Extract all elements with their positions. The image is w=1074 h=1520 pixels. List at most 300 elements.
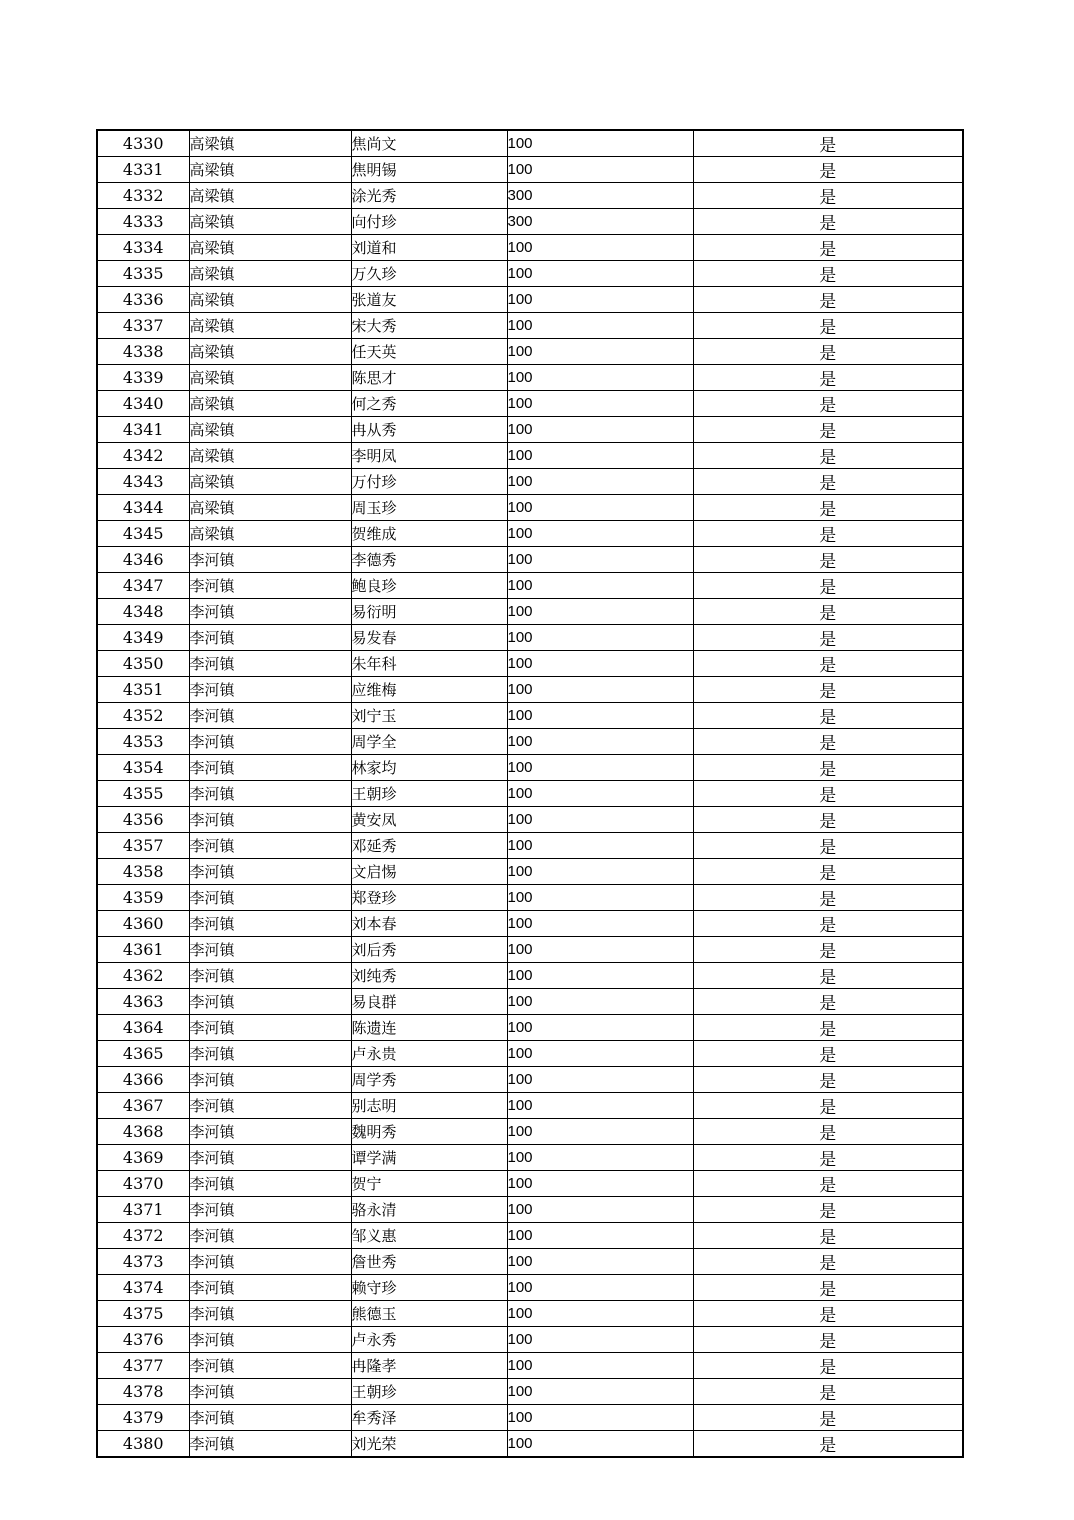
table-row — [97, 130, 963, 157]
serial-number-cell: 4379 — [97, 1405, 189, 1431]
town-cell: 李河镇 — [189, 1431, 351, 1458]
amount-cell: 100 — [507, 287, 693, 313]
serial-number-cell: 4360 — [97, 911, 189, 937]
person-name-cell: 林家均 — [351, 755, 507, 781]
serial-number-cell: 4350 — [97, 651, 189, 677]
serial-number-cell: 4332 — [97, 183, 189, 209]
status-cell: 是 — [693, 1041, 963, 1067]
town-cell: 李河镇 — [189, 755, 351, 781]
serial-number-cell: 4366 — [97, 1067, 189, 1093]
serial-number-cell: 4345 — [97, 521, 189, 547]
person-name-cell: 别志明 — [351, 1093, 507, 1119]
table-row — [97, 521, 963, 547]
status-cell: 是 — [693, 1405, 963, 1431]
town-cell: 高梁镇 — [189, 313, 351, 339]
table-row — [97, 443, 963, 469]
person-name-cell: 刘后秀 — [351, 937, 507, 963]
amount-cell: 100 — [507, 573, 693, 599]
person-name-cell: 谭学满 — [351, 1145, 507, 1171]
table-row — [97, 937, 963, 963]
person-name-cell: 李明凤 — [351, 443, 507, 469]
person-name-cell: 万付珍 — [351, 469, 507, 495]
person-name-cell: 周玉珍 — [351, 495, 507, 521]
amount-cell: 100 — [507, 1249, 693, 1275]
town-cell: 高梁镇 — [189, 339, 351, 365]
status-cell: 是 — [693, 1197, 963, 1223]
serial-number-cell: 4369 — [97, 1145, 189, 1171]
table-row — [97, 1197, 963, 1223]
town-cell: 李河镇 — [189, 833, 351, 859]
amount-cell: 100 — [507, 1379, 693, 1405]
town-cell: 李河镇 — [189, 1249, 351, 1275]
status-cell: 是 — [693, 625, 963, 651]
status-cell: 是 — [693, 859, 963, 885]
serial-number-cell: 4362 — [97, 963, 189, 989]
status-cell: 是 — [693, 1119, 963, 1145]
amount-cell: 100 — [507, 1197, 693, 1223]
person-name-cell: 朱年科 — [351, 651, 507, 677]
person-name-cell: 刘纯秀 — [351, 963, 507, 989]
table-row — [97, 1353, 963, 1379]
person-name-cell: 卢永秀 — [351, 1327, 507, 1353]
town-cell: 李河镇 — [189, 1041, 351, 1067]
status-cell: 是 — [693, 1093, 963, 1119]
table-row — [97, 417, 963, 443]
amount-cell: 100 — [507, 365, 693, 391]
amount-cell: 100 — [507, 495, 693, 521]
table-row — [97, 573, 963, 599]
town-cell: 李河镇 — [189, 859, 351, 885]
person-name-cell: 焦尚文 — [351, 130, 507, 157]
serial-number-cell: 4337 — [97, 313, 189, 339]
table-row — [97, 911, 963, 937]
person-name-cell: 何之秀 — [351, 391, 507, 417]
serial-number-cell: 4372 — [97, 1223, 189, 1249]
serial-number-cell: 4361 — [97, 937, 189, 963]
town-cell: 高梁镇 — [189, 469, 351, 495]
status-cell: 是 — [693, 365, 963, 391]
amount-cell: 100 — [507, 599, 693, 625]
town-cell: 李河镇 — [189, 963, 351, 989]
amount-cell: 100 — [507, 443, 693, 469]
town-cell: 高梁镇 — [189, 365, 351, 391]
town-cell: 李河镇 — [189, 1223, 351, 1249]
table-row — [97, 1015, 963, 1041]
serial-number-cell: 4364 — [97, 1015, 189, 1041]
table-row — [97, 755, 963, 781]
person-name-cell: 刘道和 — [351, 235, 507, 261]
person-name-cell: 任天英 — [351, 339, 507, 365]
status-cell: 是 — [693, 287, 963, 313]
status-cell: 是 — [693, 339, 963, 365]
person-name-cell: 魏明秀 — [351, 1119, 507, 1145]
person-name-cell: 詹世秀 — [351, 1249, 507, 1275]
person-name-cell: 贺维成 — [351, 521, 507, 547]
person-name-cell: 周学秀 — [351, 1067, 507, 1093]
table-row — [97, 339, 963, 365]
person-name-cell: 牟秀泽 — [351, 1405, 507, 1431]
serial-number-cell: 4375 — [97, 1301, 189, 1327]
serial-number-cell: 4331 — [97, 157, 189, 183]
amount-cell: 100 — [507, 729, 693, 755]
person-name-cell: 鲍良珍 — [351, 573, 507, 599]
table-row — [97, 1405, 963, 1431]
town-cell: 高梁镇 — [189, 287, 351, 313]
serial-number-cell: 4365 — [97, 1041, 189, 1067]
person-name-cell: 黄安凤 — [351, 807, 507, 833]
status-cell: 是 — [693, 729, 963, 755]
serial-number-cell: 4356 — [97, 807, 189, 833]
amount-cell: 100 — [507, 1119, 693, 1145]
status-cell: 是 — [693, 443, 963, 469]
serial-number-cell: 4352 — [97, 703, 189, 729]
amount-cell: 100 — [507, 859, 693, 885]
table-row — [97, 365, 963, 391]
serial-number-cell: 4334 — [97, 235, 189, 261]
serial-number-cell: 4357 — [97, 833, 189, 859]
amount-cell: 100 — [507, 807, 693, 833]
table-row — [97, 1327, 963, 1353]
town-cell: 李河镇 — [189, 651, 351, 677]
table-row — [97, 1041, 963, 1067]
table-row — [97, 1431, 963, 1458]
status-cell: 是 — [693, 183, 963, 209]
amount-cell: 100 — [507, 625, 693, 651]
town-cell: 高梁镇 — [189, 209, 351, 235]
status-cell: 是 — [693, 651, 963, 677]
town-cell: 李河镇 — [189, 1015, 351, 1041]
serial-number-cell: 4348 — [97, 599, 189, 625]
status-cell: 是 — [693, 157, 963, 183]
status-cell: 是 — [693, 937, 963, 963]
person-name-cell: 贺宁 — [351, 1171, 507, 1197]
amount-cell: 300 — [507, 209, 693, 235]
serial-number-cell: 4339 — [97, 365, 189, 391]
town-cell: 李河镇 — [189, 1379, 351, 1405]
amount-cell: 100 — [507, 1275, 693, 1301]
amount-cell: 100 — [507, 989, 693, 1015]
amount-cell: 100 — [507, 703, 693, 729]
person-name-cell: 张道友 — [351, 287, 507, 313]
town-cell: 李河镇 — [189, 599, 351, 625]
amount-cell: 100 — [507, 1301, 693, 1327]
town-cell: 李河镇 — [189, 1301, 351, 1327]
table-row — [97, 729, 963, 755]
amount-cell: 100 — [507, 651, 693, 677]
person-name-cell: 涂光秀 — [351, 183, 507, 209]
status-cell: 是 — [693, 1067, 963, 1093]
serial-number-cell: 4340 — [97, 391, 189, 417]
town-cell: 李河镇 — [189, 1327, 351, 1353]
serial-number-cell: 4377 — [97, 1353, 189, 1379]
town-cell: 高梁镇 — [189, 495, 351, 521]
roster-table-body — [97, 130, 963, 1457]
person-name-cell: 周学全 — [351, 729, 507, 755]
table-row — [97, 1119, 963, 1145]
status-cell: 是 — [693, 1327, 963, 1353]
amount-cell: 100 — [507, 833, 693, 859]
person-name-cell: 赖守珍 — [351, 1275, 507, 1301]
serial-number-cell: 4343 — [97, 469, 189, 495]
town-cell: 高梁镇 — [189, 391, 351, 417]
town-cell: 李河镇 — [189, 781, 351, 807]
town-cell: 高梁镇 — [189, 130, 351, 157]
status-cell: 是 — [693, 547, 963, 573]
table-row — [97, 495, 963, 521]
table-row — [97, 157, 963, 183]
serial-number-cell: 4371 — [97, 1197, 189, 1223]
serial-number-cell: 4363 — [97, 989, 189, 1015]
table-row — [97, 1275, 963, 1301]
status-cell: 是 — [693, 495, 963, 521]
status-cell: 是 — [693, 130, 963, 157]
person-name-cell: 李德秀 — [351, 547, 507, 573]
serial-number-cell: 4358 — [97, 859, 189, 885]
town-cell: 李河镇 — [189, 1119, 351, 1145]
status-cell: 是 — [693, 1223, 963, 1249]
person-name-cell: 易良群 — [351, 989, 507, 1015]
town-cell: 李河镇 — [189, 1145, 351, 1171]
amount-cell: 100 — [507, 781, 693, 807]
person-name-cell: 邓延秀 — [351, 833, 507, 859]
table-row — [97, 625, 963, 651]
person-name-cell: 刘光荣 — [351, 1431, 507, 1458]
amount-cell: 100 — [507, 1431, 693, 1458]
town-cell: 李河镇 — [189, 729, 351, 755]
person-name-cell: 邹义惠 — [351, 1223, 507, 1249]
serial-number-cell: 4341 — [97, 417, 189, 443]
town-cell: 高梁镇 — [189, 261, 351, 287]
person-name-cell: 冉隆孝 — [351, 1353, 507, 1379]
status-cell: 是 — [693, 911, 963, 937]
amount-cell: 100 — [507, 391, 693, 417]
table-row — [97, 703, 963, 729]
town-cell: 李河镇 — [189, 989, 351, 1015]
table-row — [97, 469, 963, 495]
amount-cell: 100 — [507, 885, 693, 911]
person-name-cell: 宋大秀 — [351, 313, 507, 339]
town-cell: 高梁镇 — [189, 157, 351, 183]
amount-cell: 100 — [507, 1353, 693, 1379]
table-row — [97, 859, 963, 885]
table-row — [97, 1379, 963, 1405]
status-cell: 是 — [693, 1015, 963, 1041]
amount-cell: 100 — [507, 261, 693, 287]
serial-number-cell: 4376 — [97, 1327, 189, 1353]
serial-number-cell: 4336 — [97, 287, 189, 313]
status-cell: 是 — [693, 989, 963, 1015]
table-row — [97, 1145, 963, 1171]
amount-cell: 100 — [507, 1067, 693, 1093]
serial-number-cell: 4351 — [97, 677, 189, 703]
serial-number-cell: 4335 — [97, 261, 189, 287]
table-row — [97, 1093, 963, 1119]
serial-number-cell: 4342 — [97, 443, 189, 469]
status-cell: 是 — [693, 1379, 963, 1405]
status-cell: 是 — [693, 1301, 963, 1327]
table-row — [97, 209, 963, 235]
person-name-cell: 刘宁玉 — [351, 703, 507, 729]
status-cell: 是 — [693, 261, 963, 287]
serial-number-cell: 4354 — [97, 755, 189, 781]
amount-cell: 100 — [507, 1223, 693, 1249]
table-row — [97, 807, 963, 833]
status-cell: 是 — [693, 469, 963, 495]
serial-number-cell: 4330 — [97, 130, 189, 157]
person-name-cell: 卢永贵 — [351, 1041, 507, 1067]
serial-number-cell: 4370 — [97, 1171, 189, 1197]
table-row — [97, 651, 963, 677]
status-cell: 是 — [693, 755, 963, 781]
status-cell: 是 — [693, 677, 963, 703]
serial-number-cell: 4353 — [97, 729, 189, 755]
serial-number-cell: 4359 — [97, 885, 189, 911]
amount-cell: 100 — [507, 313, 693, 339]
serial-number-cell: 4368 — [97, 1119, 189, 1145]
town-cell: 李河镇 — [189, 1197, 351, 1223]
person-name-cell: 易衍明 — [351, 599, 507, 625]
serial-number-cell: 4333 — [97, 209, 189, 235]
amount-cell: 100 — [507, 1093, 693, 1119]
table-row — [97, 235, 963, 261]
status-cell: 是 — [693, 313, 963, 339]
serial-number-cell: 4346 — [97, 547, 189, 573]
town-cell: 李河镇 — [189, 677, 351, 703]
town-cell: 李河镇 — [189, 573, 351, 599]
table-row — [97, 963, 963, 989]
table-row — [97, 677, 963, 703]
amount-cell: 100 — [507, 1145, 693, 1171]
table-row — [97, 599, 963, 625]
table-row — [97, 781, 963, 807]
town-cell: 李河镇 — [189, 703, 351, 729]
town-cell: 李河镇 — [189, 1275, 351, 1301]
table-row — [97, 1249, 963, 1275]
town-cell: 高梁镇 — [189, 235, 351, 261]
person-name-cell: 王朝珍 — [351, 1379, 507, 1405]
status-cell: 是 — [693, 703, 963, 729]
town-cell: 李河镇 — [189, 937, 351, 963]
person-name-cell: 刘本春 — [351, 911, 507, 937]
amount-cell: 100 — [507, 547, 693, 573]
status-cell: 是 — [693, 1431, 963, 1458]
person-name-cell: 陈思才 — [351, 365, 507, 391]
town-cell: 李河镇 — [189, 1171, 351, 1197]
table-row — [97, 1171, 963, 1197]
status-cell: 是 — [693, 833, 963, 859]
serial-number-cell: 4355 — [97, 781, 189, 807]
amount-cell: 100 — [507, 1171, 693, 1197]
town-cell: 李河镇 — [189, 885, 351, 911]
serial-number-cell: 4349 — [97, 625, 189, 651]
town-cell: 高梁镇 — [189, 417, 351, 443]
person-name-cell: 易发春 — [351, 625, 507, 651]
person-name-cell: 冉从秀 — [351, 417, 507, 443]
status-cell: 是 — [693, 885, 963, 911]
roster-table — [96, 129, 964, 1458]
serial-number-cell: 4378 — [97, 1379, 189, 1405]
status-cell: 是 — [693, 209, 963, 235]
town-cell: 李河镇 — [189, 807, 351, 833]
town-cell: 李河镇 — [189, 1067, 351, 1093]
status-cell: 是 — [693, 1145, 963, 1171]
amount-cell: 100 — [507, 1041, 693, 1067]
town-cell: 李河镇 — [189, 911, 351, 937]
amount-cell: 100 — [507, 469, 693, 495]
table-row — [97, 833, 963, 859]
status-cell: 是 — [693, 521, 963, 547]
amount-cell: 100 — [507, 1015, 693, 1041]
amount-cell: 100 — [507, 1327, 693, 1353]
amount-cell: 100 — [507, 677, 693, 703]
town-cell: 李河镇 — [189, 547, 351, 573]
status-cell: 是 — [693, 1249, 963, 1275]
serial-number-cell: 4373 — [97, 1249, 189, 1275]
table-row — [97, 261, 963, 287]
person-name-cell: 应维梅 — [351, 677, 507, 703]
amount-cell: 100 — [507, 1405, 693, 1431]
table-row — [97, 547, 963, 573]
status-cell: 是 — [693, 417, 963, 443]
person-name-cell: 焦明锡 — [351, 157, 507, 183]
amount-cell: 100 — [507, 235, 693, 261]
table-row — [97, 989, 963, 1015]
status-cell: 是 — [693, 1353, 963, 1379]
person-name-cell: 郑登珍 — [351, 885, 507, 911]
amount-cell: 100 — [507, 130, 693, 157]
amount-cell: 100 — [507, 521, 693, 547]
town-cell: 李河镇 — [189, 625, 351, 651]
town-cell: 李河镇 — [189, 1093, 351, 1119]
status-cell: 是 — [693, 1275, 963, 1301]
person-name-cell: 向付珍 — [351, 209, 507, 235]
town-cell: 高梁镇 — [189, 183, 351, 209]
person-name-cell: 文启惕 — [351, 859, 507, 885]
amount-cell: 100 — [507, 911, 693, 937]
status-cell: 是 — [693, 963, 963, 989]
table-row — [97, 287, 963, 313]
person-name-cell: 万久珍 — [351, 261, 507, 287]
person-name-cell: 熊德玉 — [351, 1301, 507, 1327]
person-name-cell: 王朝珍 — [351, 781, 507, 807]
status-cell: 是 — [693, 599, 963, 625]
amount-cell: 100 — [507, 963, 693, 989]
serial-number-cell: 4367 — [97, 1093, 189, 1119]
roster-sheet — [96, 129, 962, 1458]
status-cell: 是 — [693, 391, 963, 417]
serial-number-cell: 4374 — [97, 1275, 189, 1301]
serial-number-cell: 4380 — [97, 1431, 189, 1458]
serial-number-cell: 4344 — [97, 495, 189, 521]
serial-number-cell: 4347 — [97, 573, 189, 599]
town-cell: 李河镇 — [189, 1405, 351, 1431]
amount-cell: 100 — [507, 339, 693, 365]
table-row — [97, 313, 963, 339]
person-name-cell: 陈遗连 — [351, 1015, 507, 1041]
table-row — [97, 183, 963, 209]
status-cell: 是 — [693, 781, 963, 807]
status-cell: 是 — [693, 235, 963, 261]
amount-cell: 300 — [507, 183, 693, 209]
amount-cell: 100 — [507, 755, 693, 781]
town-cell: 高梁镇 — [189, 521, 351, 547]
amount-cell: 100 — [507, 157, 693, 183]
amount-cell: 100 — [507, 937, 693, 963]
table-row — [97, 1067, 963, 1093]
table-row — [97, 1223, 963, 1249]
person-name-cell: 骆永清 — [351, 1197, 507, 1223]
status-cell: 是 — [693, 1171, 963, 1197]
